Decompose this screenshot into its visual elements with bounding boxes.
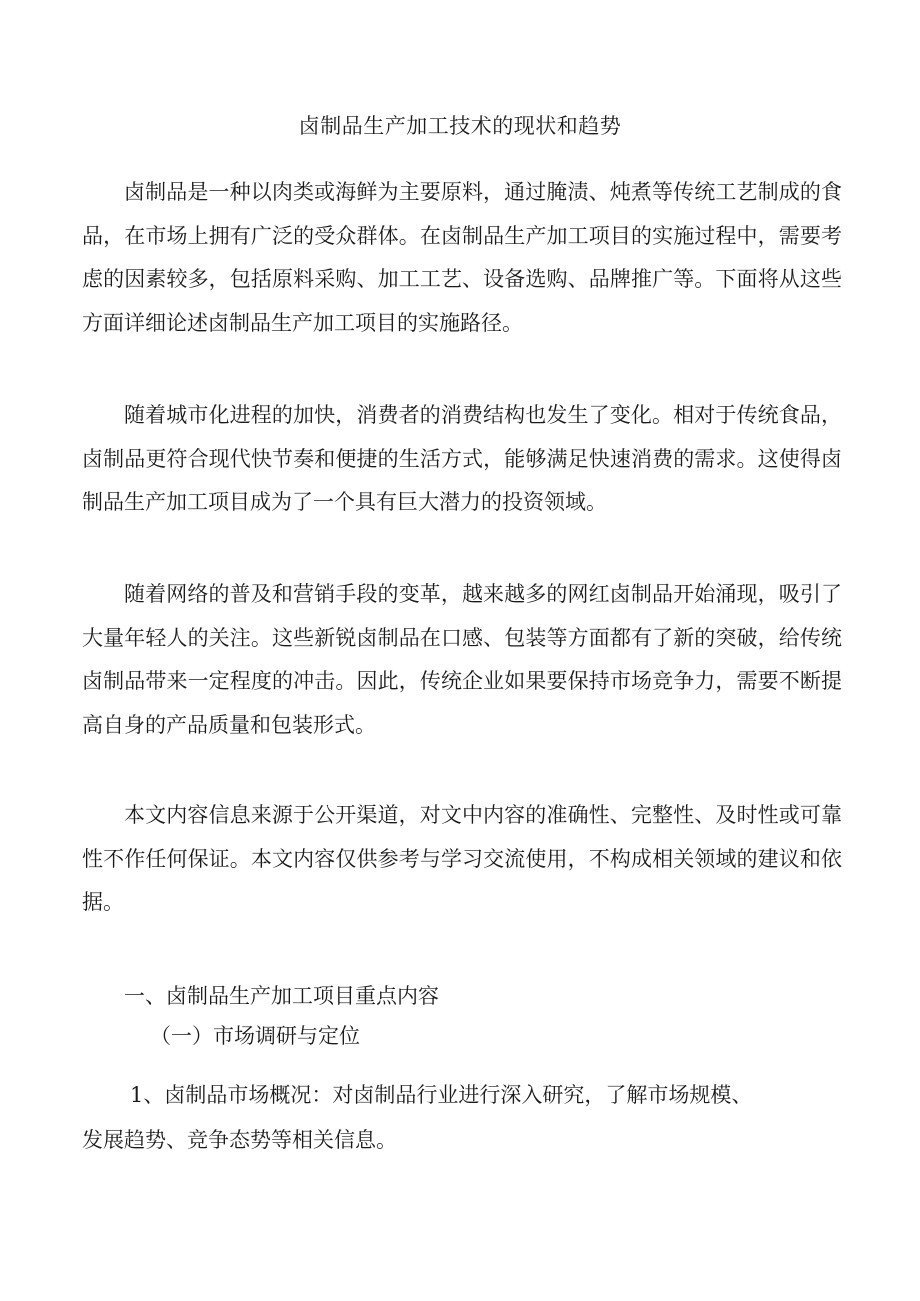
subsection-heading: （一）市场调研与定位: [150, 1024, 360, 1048]
list-item-line-2: 发展趋势、竞争态势等相关信息。: [82, 1128, 397, 1152]
list-item: [82, 1073, 842, 1163]
internet-paragraph: 随着网络的普及和营销手段的变革，越来越多的网红卤制品开始涌现，吸引了大量年轻人的关注。这些新锐卤制品在口感、包装等方面都有了新的突破，给传统卤制品带来一定程度的冲击。因此，传统企业如果要保持市场竞争力，需要不断提高自身的产品质量和包装形式。: [82, 582, 842, 737]
document-title: 卤制品生产加工技术的现状和趋势: [298, 114, 622, 138]
intro-paragraph: 卤制品是一种以肉类或海鲜为主要原料，通过腌渍、炖煮等传统工艺制成的食品，在市场上拥有广泛的受众群体。在卤制品生产加工项目的实施过程中，需要考虑的因素较多，包括原料采购、加工工艺、设备选购、品牌推广等。下面将从这些方面详细论述卤制品生产加工项目的实施路径。: [82, 180, 842, 335]
urbanization-paragraph: 随着城市化进程的加快，消费者的消费结构也发生了变化。相对于传统食品，卤制品更符合现代快节奏和便捷的生活方式，能够满足快速消费的需求。这使得卤制品生产加工项目成为了一个具有巨大潜力的投资领域。: [82, 403, 842, 514]
list-item-line-1: 1、卤制品市场概况：对卤制品行业进行深入研究，了解市场规模、: [130, 1083, 753, 1107]
section-heading: 一、卤制品生产加工项目重点内容: [124, 984, 439, 1008]
disclaimer-paragraph: 本文内容信息来源于公开渠道，对文中内容的准确性、完整性、及时性或可靠性不作任何保证。本文内容仅供参考与学习交流使用，不构成相关领域的建议和依据。: [82, 803, 842, 914]
